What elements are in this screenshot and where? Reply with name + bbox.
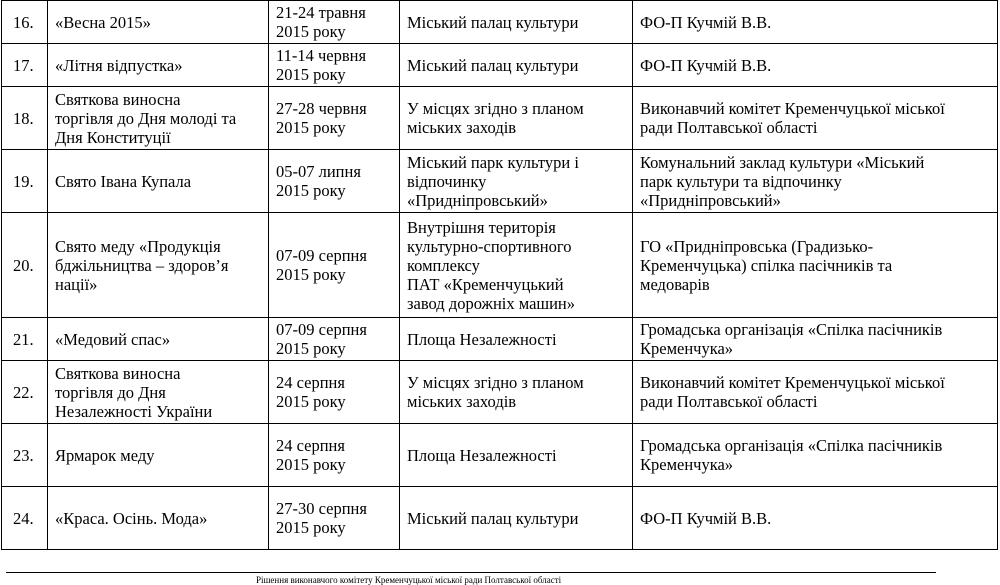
event-place: Міський парк культури і відпочинку «Придніпровський» [400,150,633,213]
event-place: У місцях згідно з планом міських заходів [400,361,633,424]
event-name: Ярмарок меду [48,424,269,487]
row-number: 22. [2,361,48,424]
event-name: Свято Івана Купала [48,150,269,213]
event-name: «Медовий спас» [48,318,269,361]
table-row [2,1,998,44]
event-organizer: Виконавчий комітет Кременчуцької міської ради Полтавської області [633,361,998,424]
event-organizer: ФО-П Кучмій В.В. [633,1,998,44]
event-place: Площа Незалежності [400,424,633,487]
event-name: «Весна 2015» [48,1,269,44]
event-dates: 27-28 червня 2015 року [269,87,400,150]
event-organizer: ГО «Придніпровська (Градизько- Кременчуцька) спілка пасічників та медоварів [633,213,998,318]
row-number: 21. [2,318,48,361]
table-row [2,424,998,487]
event-place: Міський палац культури [400,487,633,550]
event-dates: 21-24 травня 2015 року [269,1,400,44]
event-name: Святкова виносна торгівля до Дня молоді та Дня Конституції [48,87,269,150]
row-number: 23. [2,424,48,487]
event-place: Внутрішня територія культурно-спортивного комплексу ПАТ «Кременчуцький завод дорожніх машин» [400,213,633,318]
row-number: 16. [2,1,48,44]
event-organizer: Громадська організація «Спілка пасічників Кременчука» [633,424,998,487]
event-name: «Літня відпустка» [48,44,269,87]
row-number: 17. [2,44,48,87]
table-row [2,44,998,87]
events-table [1,0,998,550]
event-organizer: Комунальний заклад культури «Міський парк культури та відпочинку «Придніпровський» [633,150,998,213]
row-number: 20. [2,213,48,318]
event-organizer: ФО-П Кучмій В.В. [633,44,998,87]
footer-divider [6,572,936,573]
event-dates: 24 серпня 2015 року [269,424,400,487]
event-organizer: Громадська організація «Спілка пасічників Кременчука» [633,318,998,361]
row-number: 19. [2,150,48,213]
table-row [2,361,998,424]
table-row [2,87,998,150]
event-place: Міський палац культури [400,44,633,87]
table-row [2,318,998,361]
event-dates: 11-14 червня 2015 року [269,44,400,87]
event-organizer: Виконавчий комітет Кременчуцької міської ради Полтавської області [633,87,998,150]
footer-text: Рішення виконавчого комітету Кременчуцької міської ради Полтавської області [256,575,562,585]
event-place: У місцях згідно з планом міських заходів [400,87,633,150]
row-number: 18. [2,87,48,150]
event-name: Святкова виносна торгівля до Дня Незалежності України [48,361,269,424]
event-name: Свято меду «Продукція бджільництва – здоров’я нації» [48,213,269,318]
event-organizer: ФО-П Кучмій В.В. [633,487,998,550]
event-dates: 27-30 серпня 2015 року [269,487,400,550]
event-place: Площа Незалежності [400,318,633,361]
row-number: 24. [2,487,48,550]
table-row [2,487,998,550]
event-dates: 24 серпня 2015 року [269,361,400,424]
table-row [2,150,998,213]
event-dates: 07-09 серпня 2015 року [269,318,400,361]
event-name: «Краса. Осінь. Мода» [48,487,269,550]
event-place: Міський палац культури [400,1,633,44]
event-dates: 07-09 серпня 2015 року [269,213,400,318]
event-dates: 05-07 липня 2015 року [269,150,400,213]
table-row [2,213,998,318]
